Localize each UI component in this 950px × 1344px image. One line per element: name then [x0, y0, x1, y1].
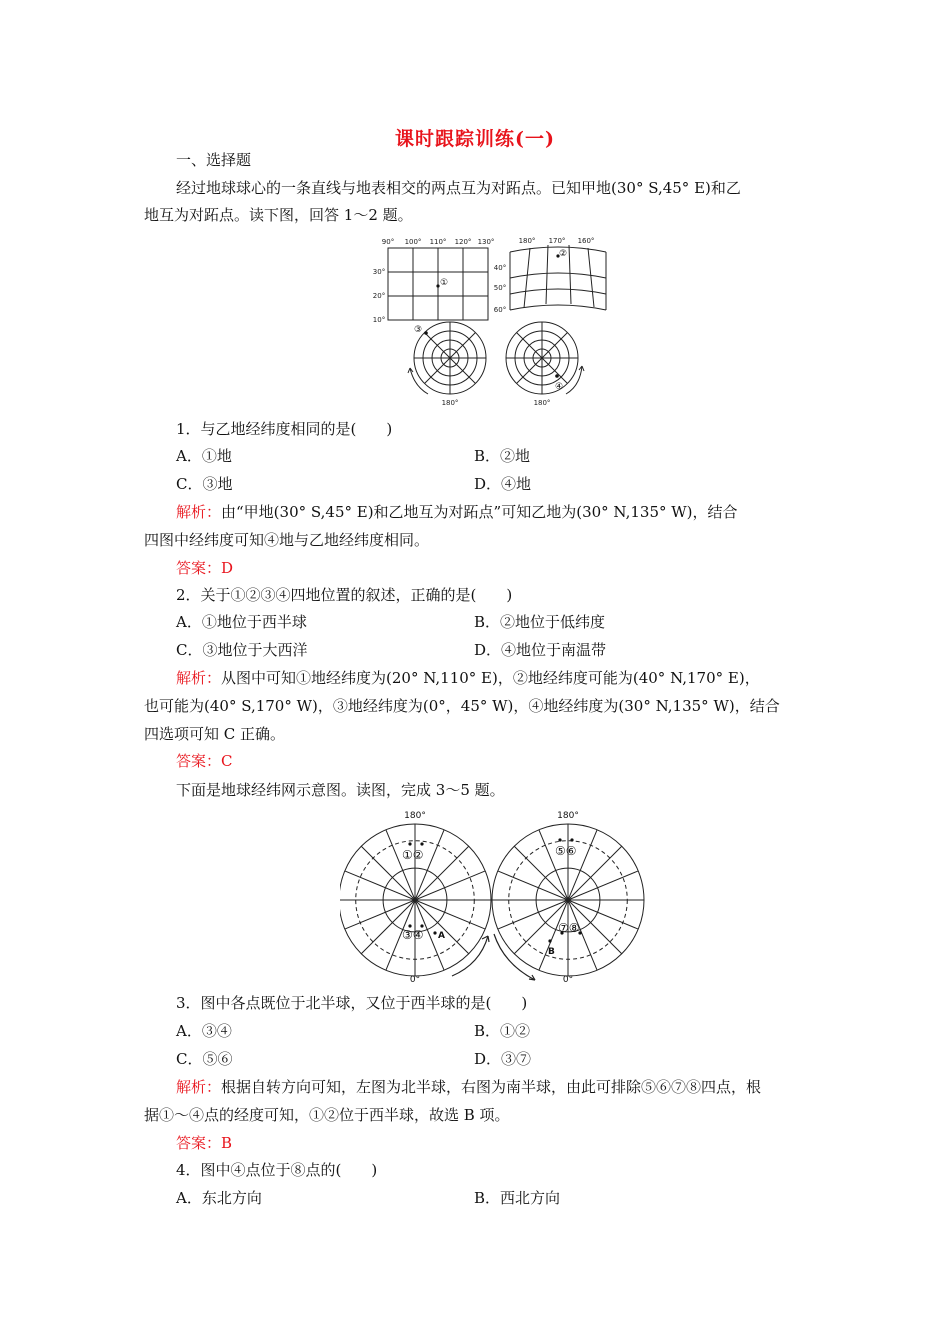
page-title: 课时跟踪训练(一): [395, 128, 555, 150]
answer: 答案：C: [176, 752, 233, 770]
right-points-lower: ⑦⑧: [558, 921, 580, 935]
analysis-text: 四选项可知 C 正确。: [144, 725, 286, 743]
polar-map-2: [506, 322, 584, 394]
analysis: [176, 1077, 761, 1097]
polar-wheel-left: [340, 824, 491, 976]
grid2-lat-label: 60°: [493, 306, 507, 314]
analysis-label: 解析：: [176, 1078, 222, 1096]
analysis-text: 也可能为(40° S,170° W)，③地经纬度为(0°，45° W)，④地经纬度为(30° N,135° W)，结合: [144, 697, 780, 715]
right-top-label: 180°: [557, 811, 579, 821]
option-b: B．①②: [474, 1022, 531, 1040]
grid1-lon-label: 120°: [454, 238, 472, 246]
question-stem: 4．图中④点位于⑧点的( ): [176, 1161, 378, 1179]
analysis-text: 从图中可知①地经纬度为(20° N,110° E)，②地经纬度可能为(40° N,170° E)，: [221, 669, 760, 687]
analysis-text: 据①～④点的经度可知，①②位于西半球，故选 B 项。: [144, 1106, 510, 1124]
polar2-bottom-label: 180°: [533, 399, 551, 407]
point-2-label: ②: [559, 249, 568, 259]
option-a: A．①地: [176, 447, 232, 465]
grid2-lat-label: 50°: [493, 284, 507, 292]
figure-1: [370, 234, 620, 410]
analysis: [176, 502, 738, 522]
meridian-line: [361, 900, 415, 954]
left-points-lower: ③④: [402, 928, 424, 942]
analysis-label: 解析：: [176, 669, 222, 687]
option-a: A．③④: [176, 1022, 232, 1040]
question-stem: 3．图中各点既位于北半球，又位于西半球的是( ): [176, 994, 528, 1012]
polar1-bottom-label: 180°: [441, 399, 459, 407]
option-d: D．③⑦: [474, 1050, 532, 1068]
grid1-lon-label: 130°: [477, 238, 495, 246]
answer: 答案：D: [176, 559, 234, 577]
option-c: C．⑤⑥: [176, 1050, 233, 1068]
section-heading: 一、选择题: [176, 151, 252, 169]
analysis-text: 根据自转方向可知，左图为北半球，右图为南半球，由此可排除⑤⑥⑦⑧四点，根: [221, 1078, 762, 1096]
figure-2: [340, 806, 660, 986]
option-c: C．③地位于大西洋: [176, 641, 308, 659]
point-3-label: ③: [414, 325, 423, 335]
right-points-upper: ⑤⑥: [555, 844, 577, 858]
option-b: B．②地: [474, 447, 531, 465]
point-4-marker: [555, 374, 559, 378]
intro-text: 经过地球球心的一条直线与地表相交的两点互为对跖点。已知甲地(30° S,45° E)和乙: [176, 179, 741, 197]
point-1-label: ①: [440, 278, 449, 288]
grid2-lat-label: 40°: [493, 264, 507, 272]
option-b: B．②地位于低纬度: [474, 613, 606, 631]
intro-text: 下面是地球经纬网示意图。读图，完成 3～5 题。: [176, 781, 505, 799]
intro-text: 地互为对跖点。读下图，回答 1～2 题。: [144, 206, 413, 224]
analysis-label: 解析：: [176, 503, 222, 521]
option-a: A．①地位于西半球: [176, 613, 307, 631]
question-stem: 1．与乙地经纬度相同的是( ): [176, 420, 393, 438]
option-d: D．④地位于南温带: [474, 641, 607, 659]
grid1-lat-label: 20°: [372, 292, 386, 300]
option-c: C．③地: [176, 475, 233, 493]
option-b: B．西北方向: [474, 1189, 561, 1207]
grid1-lat-label: 30°: [372, 268, 386, 276]
grid1-lat-label: 10°: [372, 316, 386, 324]
grid2-lon-label: 160°: [577, 237, 595, 245]
right-bottom-label: 0°: [562, 975, 574, 985]
left-points-upper: ①②: [402, 848, 424, 862]
grid2-lon-label: 170°: [548, 237, 566, 245]
analysis-text: 由“甲地(30° S,45° E)和乙地互为对跖点”可知乙地为(30° N,135° W)，结合: [221, 503, 738, 521]
lat-lon-grid-1: [388, 248, 488, 320]
answer: 答案：B: [176, 1134, 233, 1152]
grid1-lon-label: 90°: [381, 238, 395, 246]
analysis-text: 四图中经纬度可知④地与乙地经纬度相同。: [144, 531, 430, 549]
grid2-lon-label: 180°: [518, 237, 536, 245]
grid1-lon-label: 100°: [404, 238, 422, 246]
question-stem: 2．关于①②③④四地位置的叙述，正确的是( ): [176, 586, 513, 604]
grid1-lon-label: 110°: [429, 238, 447, 246]
left-top-label: 180°: [404, 811, 426, 821]
point-3-marker: [424, 331, 428, 335]
option-a: A．东北方向: [176, 1189, 262, 1207]
option-d: D．④地: [474, 475, 532, 493]
marker-b: B: [548, 947, 555, 957]
left-bottom-label: 0°: [409, 975, 421, 985]
point-4-label: ④: [555, 382, 564, 392]
marker-a: A: [438, 931, 445, 941]
analysis: [176, 668, 760, 688]
